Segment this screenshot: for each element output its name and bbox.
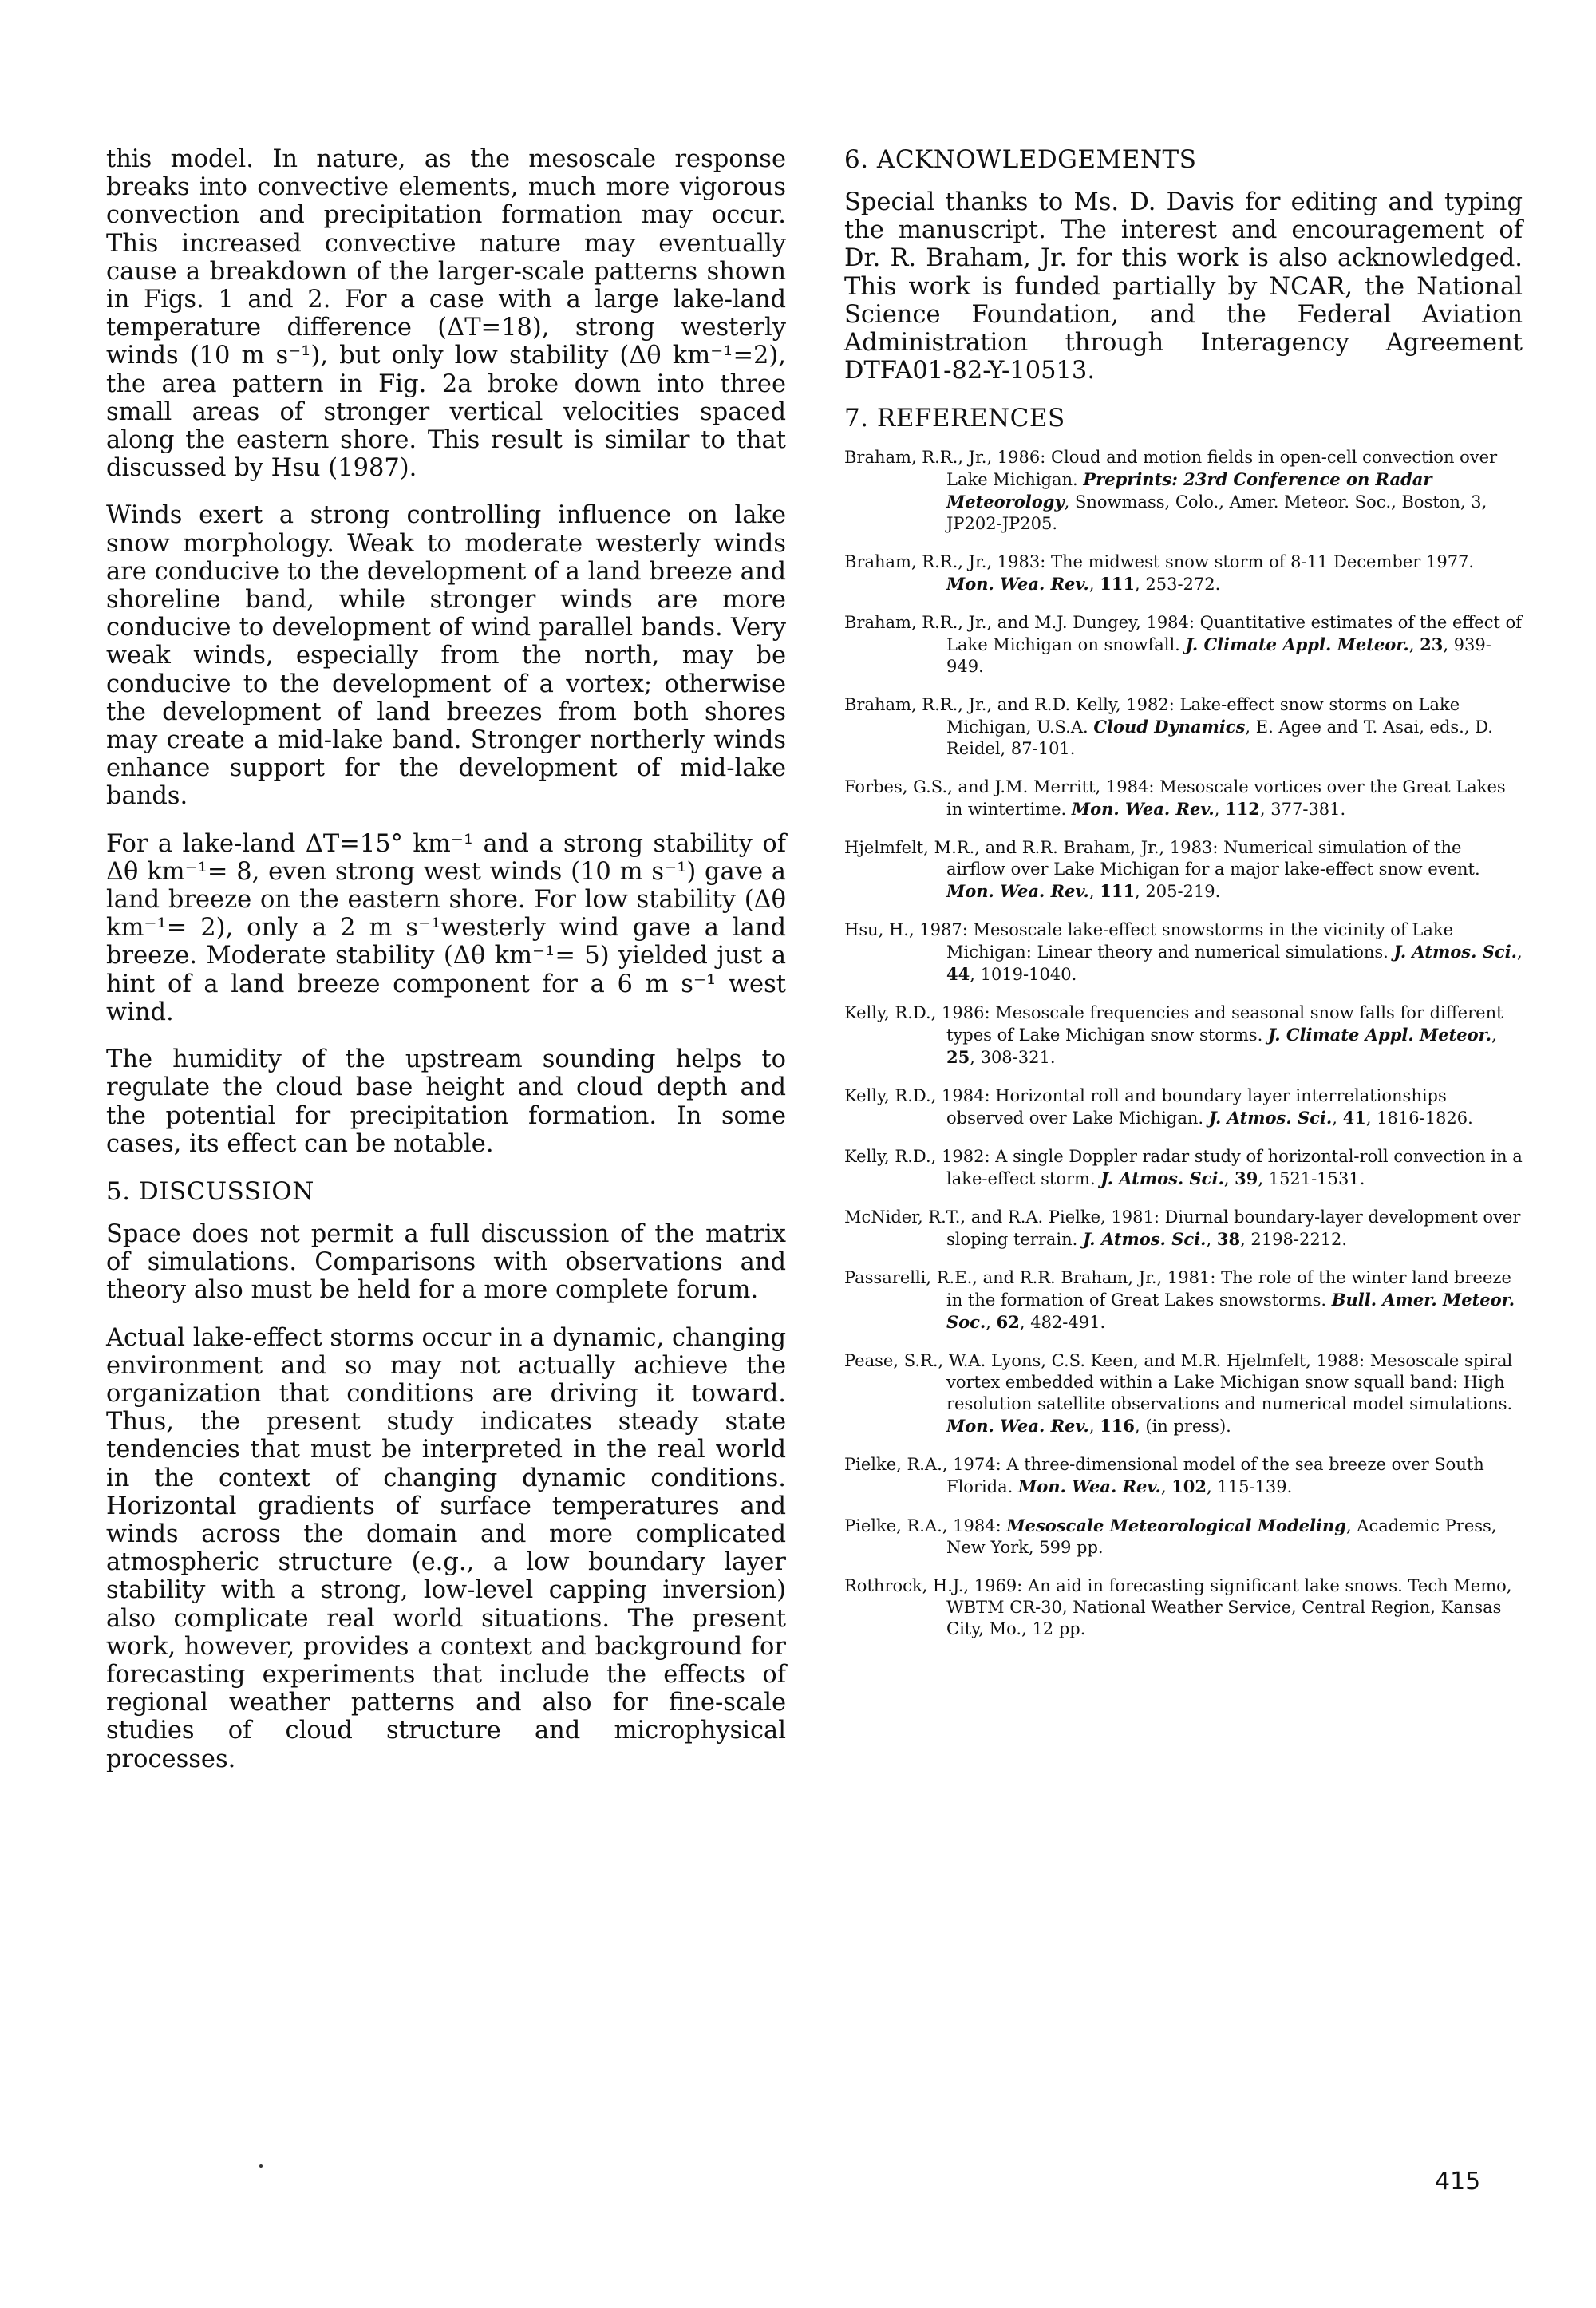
reference-text: Pielke, R.A., 1974: A three-dimensional model of the sea breeze over South Florida. bbox=[844, 1455, 1484, 1497]
reference-text: Kelly, R.D., 1984: Horizontal roll and boundary layer interrelationships observed over Lake Michigan. bbox=[844, 1086, 1447, 1128]
reference-text: Passarelli, R.E., and R.R. Braham, Jr., 1981: The role of the winter land breeze in the formation of Great Lakes snowstorms. bbox=[844, 1268, 1511, 1310]
reference-journal: J. Climate Appl. Meteor. bbox=[1185, 634, 1409, 655]
reference-text: , 308-321. bbox=[970, 1048, 1056, 1068]
reference-item: Pease, S.R., W.A. Lyons, C.S. Keen, and M.R. Hjelmfelt, 1988: Mesoscale spiral vortex embedded within a Lake Michigan snow squall band: High resolution satellite observations and numerical model simulations. Mon. Wea. Rev., 116, (in press). bbox=[844, 1351, 1513, 1437]
reference-text: Braham, R.R., Jr., and M.J. Dungey, 1984: Quantitative estimates of the effect of Lake Michigan on snowfall. bbox=[844, 613, 1523, 655]
discussion-heading: 5. DISCUSSION bbox=[106, 1176, 314, 1206]
reference-item: Passarelli, R.E., and R.R. Braham, Jr., 1981: The role of the winter land breeze in the formation of Great Lakes snowstorms. Bull. Amer. Meteor. Soc., 62, 482-491. bbox=[844, 1268, 1515, 1333]
reference-text: , 377-381. bbox=[1259, 800, 1346, 820]
reference-text: , 482-491. bbox=[1019, 1313, 1106, 1333]
acknowledgements-heading: 6. ACKNOWLEDGEMENTS bbox=[844, 145, 1197, 174]
body-paragraph: The humidity of the upstream sounding helps to regulate the cloud base height and cloud depth and the potential for precipitation formation. In some cases, its effect can be notable. bbox=[106, 1045, 786, 1158]
reference-volume: 25 bbox=[946, 1047, 970, 1068]
reference-text: , 1816-1826. bbox=[1365, 1109, 1473, 1128]
reference-item: Braham, R.R., Jr., 1983: The midwest snow storm of 8-11 December 1977. Mon. Wea. Rev., 111, 253-272. bbox=[844, 552, 1475, 595]
reference-list bbox=[844, 447, 1523, 1640]
reference-item bbox=[844, 694, 1523, 760]
reference-journal: J. Atmos. Sci. bbox=[1083, 1229, 1207, 1250]
reference-text: , (in press). bbox=[1135, 1417, 1231, 1437]
reference-journal: Mesoscale Meteorological Modeling bbox=[1006, 1516, 1346, 1536]
reference-item: Hsu, H., 1987: Mesoscale lake-effect snowstorms in the vicinity of Lake Michigan: Linear theory and numerical simulations. J. Atmos. Sci., 44, 1019-1040. bbox=[844, 920, 1523, 985]
reference-text: Braham, R.R., Jr., and R.D. Kelly, 1982: Lake-effect snow storms on Lake Michigan, U.S.A. bbox=[844, 695, 1460, 737]
reference-item bbox=[844, 1575, 1523, 1640]
reference-text: , 1521-1531. bbox=[1258, 1169, 1365, 1189]
reference-text: Forbes, G.S., and J.M. Merritt, 1984: Mesoscale vortices over the Great Lakes in wintertime. bbox=[844, 777, 1506, 820]
reference-volume: 111 bbox=[1100, 881, 1136, 902]
reference-item bbox=[844, 447, 1523, 535]
reference-journal: Cloud Dynamics bbox=[1093, 717, 1246, 737]
body-paragraph: Space does not permit a full discussion of the matrix of simulations. Comparisons with observations and theory also must be held for a more complete forum. bbox=[106, 1219, 786, 1305]
reference-volume: 116 bbox=[1100, 1416, 1136, 1437]
reference-text: Pielke, R.A., 1984: bbox=[844, 1516, 1007, 1536]
references-heading: 7. REFERENCES bbox=[844, 404, 1065, 433]
reference-text: , 115-139. bbox=[1207, 1477, 1293, 1497]
body-paragraph: Actual lake-effect storms occur in a dynamic, changing environment and so may not actually achieve the organization that conditions are driving it toward. Thus, the present study indicates steady state tendencies that must be interpreted in the real world in the context of changing dynamic conditions. Horizontal gradients of surface temperatures and winds across the domain and more complicated atmospheric structure (e.g., a low boundary layer stability with a strong, low-level capping inversion) also complicate real world situations. The present work, however, provides a context and background for forecasting experiments that include the effects of regional weather patterns and also for fine-scale studies of cloud structure and microphysical processes. bbox=[106, 1323, 786, 1773]
right-column bbox=[844, 145, 1523, 1657]
reference-journal: J. Atmos. Sci. bbox=[1100, 1168, 1224, 1189]
reference-text: Kelly, R.D., 1982: A single Doppler radar study of horizontal-roll convection in a lake-effect storm. bbox=[844, 1147, 1523, 1189]
reference-item: Hjelmfelt, M.R., and R.R. Braham, Jr., 1983: Numerical simulation of the airflow over Lake Michigan for a major lake-effect snow event. Mon. Wea. Rev., 111, 205-219. bbox=[844, 838, 1480, 902]
reference-text: , E. Agee and T. Asai, eds., D. Reidel, 87-101. bbox=[946, 717, 1493, 759]
reference-volume: 38 bbox=[1216, 1229, 1241, 1250]
body-paragraph: For a lake-land ΔT=15° km⁻¹ and a strong stability of Δθ km⁻¹= 8, even strong west winds (10 m s⁻¹) gave a land breeze on the eastern shore. For low stability (Δθ km⁻¹= 2), only a 2 m s⁻¹westerly wind gave a land breeze. Moderate stability (Δθ km⁻¹= 5) yielded just a hint of a land breeze component for a 6 m s⁻¹ west wind. bbox=[106, 829, 786, 1026]
reference-text: Braham, R.R., Jr., 1986: Cloud and motion fields in open-cell convection over Lake Michigan. bbox=[844, 448, 1498, 490]
scan-speck bbox=[259, 2164, 263, 2168]
reference-text: , 205-219. bbox=[1135, 882, 1221, 902]
body-paragraph: this model. In nature, as the mesoscale response breaks into convective elements, much more vigorous convection and precipitation formation may occur. This increased convective nature may eventually cause a breakdown of the larger-scale patterns shown in Figs. 1 and 2. For a case with a large lake-land temperature difference (ΔT=18), strong westerly winds (10 m s⁻¹), but only low stability (Δθ km⁻¹=2), the area pattern in Fig. 2a broke down into three small areas of stronger vertical velocities spaced along the eastern shore. This result is similar to that discussed by Hsu (1987). bbox=[106, 145, 786, 483]
reference-item: Braham, R.R., Jr., and M.J. Dungey, 1984: Quantitative estimates of the effect of Lake Michigan on snowfall. J. Climate Appl. Meteor., 23, 939-949. bbox=[844, 613, 1523, 677]
reference-journal: Mon. Wea. Rev. bbox=[1071, 799, 1215, 820]
body-paragraph: Winds exert a strong controlling influence on lake snow morphology. Weak to moderate westerly winds are conducive to the development of a land breeze and shoreline band, while stronger winds are more conducive to development of wind parallel bands. Very weak winds, especially from the north, may be conducive to the development of a vortex; otherwise the development of land breezes from both shores may create a mid-lake band. Stronger northerly winds enhance support for the development of mid-lake bands. bbox=[106, 501, 786, 811]
reference-journal: J. Climate Appl. Meteor. bbox=[1267, 1025, 1492, 1045]
reference-item: Kelly, R.D., 1986: Mesoscale frequencies and seasonal snow falls for different types of Lake Michigan snow storms. J. Climate Appl. Meteor., 25, 308-321. bbox=[844, 1003, 1503, 1068]
reference-volume: 112 bbox=[1225, 799, 1260, 820]
reference-text: Hjelmfelt, M.R., and R.R. Braham, Jr., 1983: Numerical simulation of the airflow over Lake Michigan for a major lake-effect snow event. bbox=[844, 838, 1480, 879]
reference-volume: 62 bbox=[996, 1312, 1020, 1333]
reference-text: , 1019-1040. bbox=[970, 965, 1077, 985]
reference-text: Kelly, R.D., 1986: Mesoscale frequencies and seasonal snow falls for different types of Lake Michigan snow storms. bbox=[844, 1003, 1503, 1045]
reference-text: , 2198-2212. bbox=[1240, 1230, 1348, 1250]
reference-text: , Snowmass, Colo., Amer. Meteor. Soc., Boston, 3, JP202-JP205. bbox=[946, 492, 1487, 534]
reference-journal: Mon. Wea. Rev. bbox=[946, 574, 1089, 595]
reference-volume: 23 bbox=[1420, 634, 1444, 655]
reference-item: Forbes, G.S., and J.M. Merritt, 1984: Mesoscale vortices over the Great Lakes in wintertime. Mon. Wea. Rev., 112, 377-381. bbox=[844, 777, 1506, 820]
reference-journal: Preprints: 23rd Conference on Radar Meteorology bbox=[946, 469, 1432, 512]
reference-volume: 41 bbox=[1342, 1108, 1366, 1128]
reference-text: , 939-949. bbox=[946, 635, 1491, 677]
reference-text: , 253-272. bbox=[1135, 575, 1221, 595]
page-number: 415 bbox=[1435, 2168, 1481, 2195]
reference-text: McNider, R.T., and R.A. Pielke, 1981: Diurnal boundary-layer development over sloping terrain. bbox=[844, 1207, 1521, 1250]
reference-item: McNider, R.T., and R.A. Pielke, 1981: Diurnal boundary-layer development over sloping terrain. J. Atmos. Sci., 38, 2198-2212. bbox=[844, 1207, 1521, 1250]
reference-item: Kelly, R.D., 1984: Horizontal roll and boundary layer interrelationships observed over Lake Michigan. J. Atmos. Sci., 41, 1816-1826. bbox=[844, 1086, 1473, 1128]
reference-volume: 102 bbox=[1171, 1476, 1207, 1497]
reference-item: Pielke, R.A., 1974: A three-dimensional model of the sea breeze over South Florida. Mon. Wea. Rev., 102, 115-139. bbox=[844, 1455, 1484, 1497]
acknowledgements-paragraph: Special thanks to Ms. D. Davis for editing and typing the manuscript. The interest and encouragement of Dr. R. Braham, Jr. for this work is also acknowledged. This work is funded partially by NCAR, the National Science Foundation, and the Federal Aviation Administration through Interagency Agreement DTFA01-82-Y-10513. bbox=[844, 188, 1523, 385]
left-column bbox=[106, 145, 786, 1792]
reference-journal: Mon. Wea. Rev. bbox=[946, 881, 1089, 902]
reference-text: Hsu, H., 1987: Mesoscale lake-effect snowstorms in the vicinity of Lake Michigan: Linear theory and numerical simulations. bbox=[844, 920, 1454, 962]
reference-item bbox=[844, 1515, 1523, 1559]
reference-journal: Bull. Amer. Meteor. Soc. bbox=[946, 1290, 1515, 1333]
reference-volume: 111 bbox=[1100, 574, 1136, 595]
reference-volume: 44 bbox=[946, 964, 970, 985]
reference-text: Braham, R.R., Jr., 1983: The midwest snow storm of 8-11 December 1977. bbox=[844, 552, 1475, 572]
reference-item: Kelly, R.D., 1982: A single Doppler radar study of horizontal-roll convection in a lake-effect storm. J. Atmos. Sci., 39, 1521-1531. bbox=[844, 1147, 1523, 1189]
reference-journal: Mon. Wea. Rev. bbox=[946, 1416, 1089, 1437]
reference-journal: J. Atmos. Sci. bbox=[1393, 942, 1517, 962]
reference-text: , Academic Press, New York, 599 pp. bbox=[946, 1516, 1497, 1558]
reference-journal: Mon. Wea. Rev. bbox=[1018, 1476, 1161, 1497]
reference-text: Pease, S.R., W.A. Lyons, C.S. Keen, and M.R. Hjelmfelt, 1988: Mesoscale spiral vortex embedded within a Lake Michigan snow squall band: High resolution satellite observations and numerical model simulations. bbox=[844, 1351, 1513, 1414]
reference-text: Rothrock, H.J., 1969: An aid in forecasting significant lake snows. Tech Memo, WBTM CR-30, National Weather Service, Central Region, Kansas City, Mo., 12 pp. bbox=[844, 1576, 1512, 1639]
reference-volume: 39 bbox=[1235, 1168, 1258, 1189]
reference-journal: J. Atmos. Sci. bbox=[1208, 1108, 1333, 1128]
